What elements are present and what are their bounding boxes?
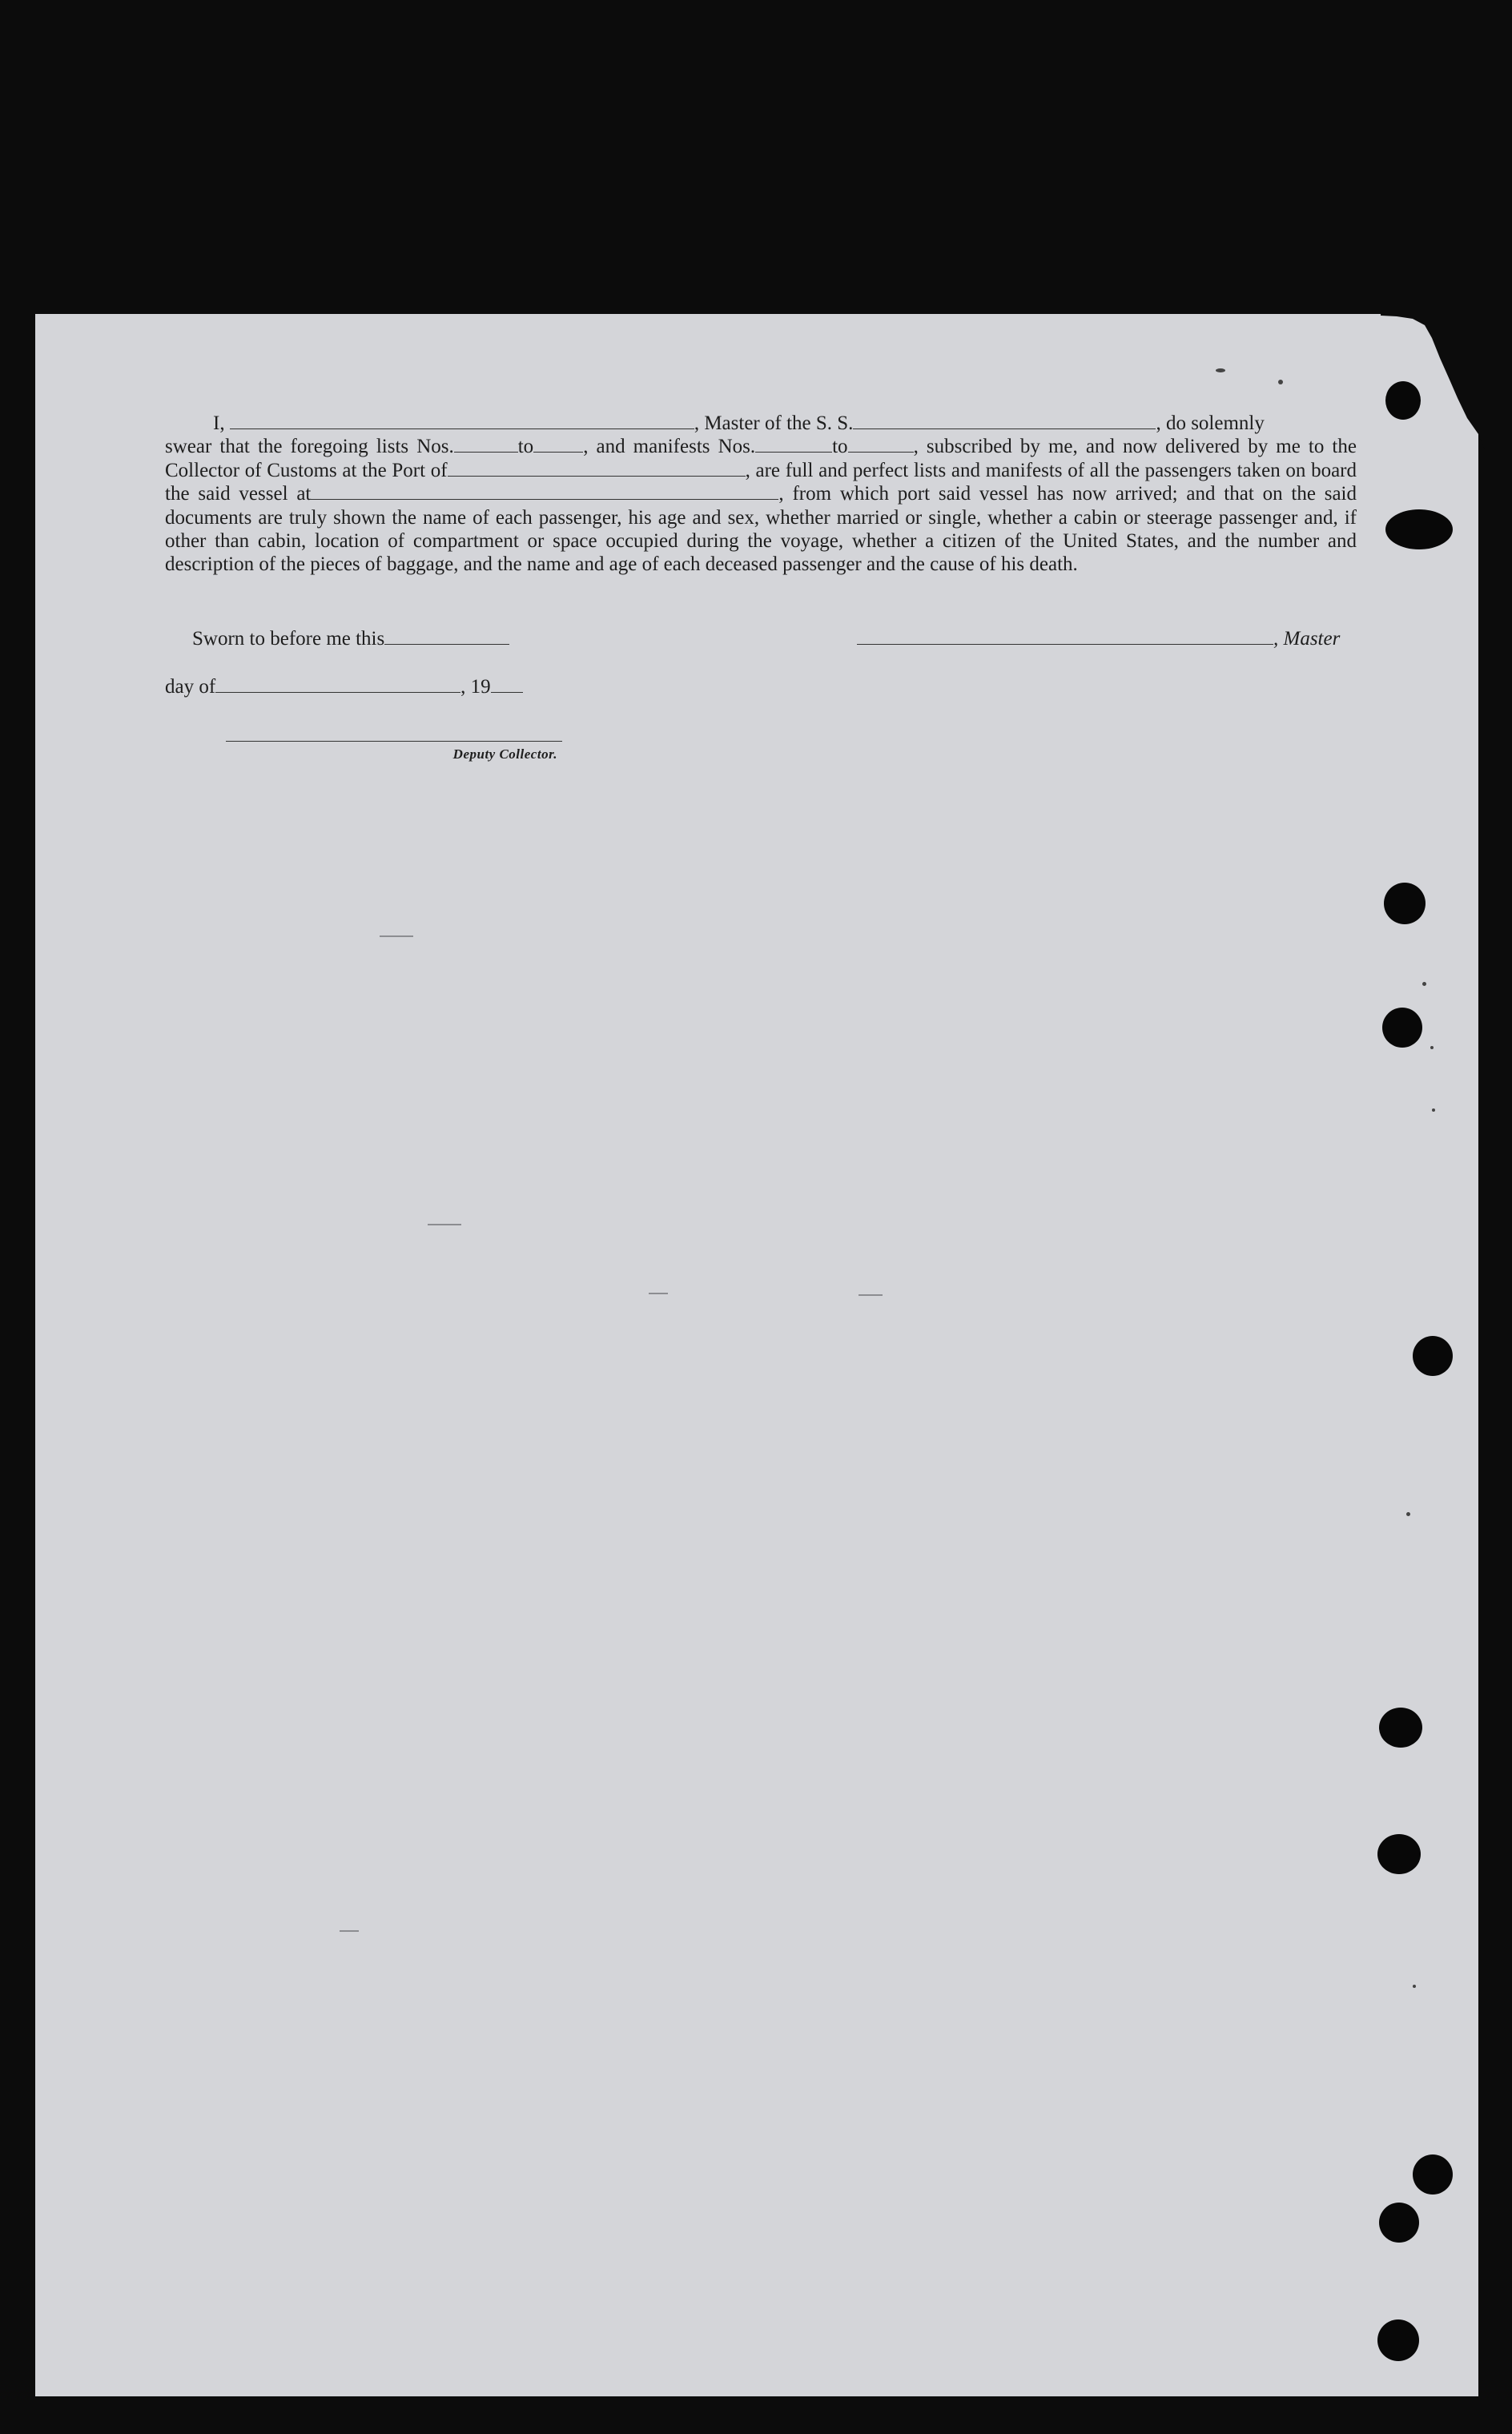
oath-text: swear that the foregoing lists Nos. — [165, 436, 454, 458]
lists-to-blank — [533, 437, 583, 453]
oath-text: , and manifests Nos. — [583, 436, 756, 458]
manifest-back-page — [35, 314, 1478, 2396]
manifests-from-blank — [755, 437, 832, 453]
punch-hole — [1379, 2203, 1419, 2243]
oath-line-1 — [165, 412, 1357, 435]
departure-port-blank — [311, 484, 778, 500]
paper-mark — [380, 935, 413, 937]
oath-text: port said vessel has now arrived; and that on the said documents are truly shown the name of each passenger, his age and sex, whether married or single, whether a cabin or steerage passenger and, if other than cabin, location of compartment or space occupied during the voyage, whether a citizen of the United States, and the number and description of the pieces of baggage, and the name and age of each deceased passenger and the cause of his death. — [165, 483, 1357, 576]
oath-body — [165, 435, 1357, 576]
day-of-label: day of — [165, 676, 216, 698]
port-blank — [448, 461, 746, 477]
lists-from-blank — [454, 437, 518, 453]
oath-text: manifests of all the passengers taken on board the said vessel at — [165, 459, 1357, 505]
oath-text: , subscribed by me, and now — [913, 436, 1158, 458]
paper-mark — [859, 1294, 883, 1296]
oath-text: , from which — [778, 483, 889, 505]
year-label: , 19 — [460, 676, 491, 698]
ink-speck — [1432, 1108, 1435, 1112]
sworn-row — [192, 628, 509, 650]
ink-speck — [1430, 1046, 1434, 1049]
ink-speck — [1278, 380, 1283, 384]
punch-hole — [1385, 509, 1453, 549]
deputy-collector-label: Deputy Collector. — [452, 746, 557, 762]
oath-text: to — [832, 436, 848, 458]
oath-text: , are full and perfect lists and — [745, 459, 981, 481]
sworn-date-blank — [384, 629, 509, 645]
oath-text: , Master of the S. S. — [694, 412, 854, 434]
master-signature-label: , Master — [1273, 628, 1341, 650]
oath-text: delivered by me to the Collector of Customs at the Port of — [165, 436, 1357, 481]
oath-text: , do solemnly — [1156, 412, 1265, 434]
oath-text: to — [517, 436, 534, 458]
punch-hole — [1377, 2319, 1419, 2361]
ink-speck — [1406, 1512, 1410, 1516]
master-name-blank — [230, 413, 694, 429]
master-signature-row — [857, 628, 1340, 650]
master-signature-blank — [857, 629, 1273, 645]
sworn-label: Sworn to before me this — [192, 628, 385, 650]
punch-hole — [1382, 1008, 1422, 1048]
punch-hole — [1413, 1336, 1453, 1376]
master-oath — [165, 412, 1357, 577]
oath-text: I, — [213, 412, 225, 434]
vessel-name-blank — [853, 413, 1156, 429]
paper-mark — [428, 1224, 461, 1225]
ink-speck — [1413, 1985, 1416, 1988]
ink-speck — [1216, 368, 1225, 372]
deputy-signature-line — [226, 741, 562, 742]
punch-hole — [1379, 1708, 1422, 1748]
day-month-blank — [215, 677, 460, 693]
manifests-to-blank — [848, 437, 914, 453]
paper-mark — [649, 1293, 668, 1294]
punch-hole — [1413, 2154, 1453, 2195]
paper-mark — [340, 1930, 359, 1932]
punch-hole — [1384, 883, 1426, 924]
day-row — [165, 676, 523, 698]
year-blank — [491, 677, 523, 693]
ink-speck — [1422, 982, 1426, 986]
punch-hole — [1377, 1834, 1421, 1874]
punch-hole — [1385, 381, 1421, 420]
